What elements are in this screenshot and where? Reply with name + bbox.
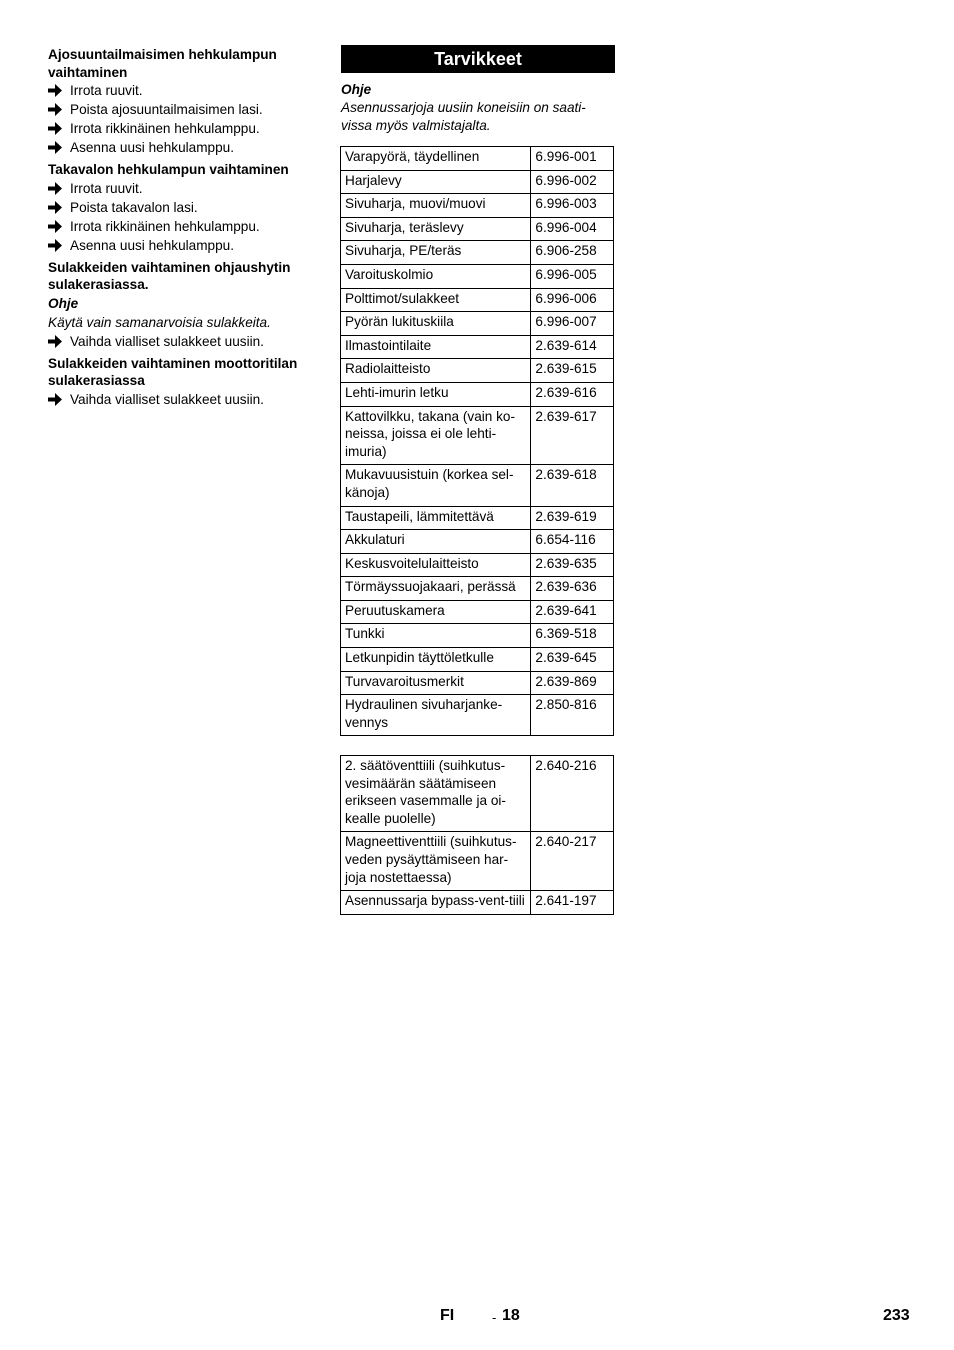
- step-text: Asenna uusi hehkulamppu.: [70, 140, 234, 155]
- arrow-right-icon: [48, 122, 62, 135]
- section-title: Tarvikkeet: [341, 45, 615, 73]
- table-row: [341, 406, 614, 465]
- order-number-cell: 2.850-816: [531, 695, 614, 736]
- order-number-cell: 2.639-635: [531, 553, 614, 577]
- table-row: [341, 312, 614, 336]
- accessory-name-cell: Harjalevy: [341, 170, 531, 194]
- table-row: [341, 600, 614, 624]
- section-heading: Takavalon hehkulampun vaihtaminen: [48, 162, 289, 177]
- order-number-cell: 2.639-614: [531, 335, 614, 359]
- order-number-cell: 6.996-002: [531, 170, 614, 194]
- order-number-cell: 2.639-636: [531, 577, 614, 601]
- accessory-name-cell: Ilmastointilaite: [341, 335, 531, 359]
- accessory-name-cell: Keskusvoitelulaitteisto: [341, 553, 531, 577]
- order-number-cell: 2.640-216: [531, 756, 614, 832]
- accessory-name-cell: Kattovilkku, takana (vain ko-neissa, joissa ei ole lehti-imuria): [341, 406, 531, 465]
- accessory-name-cell: Sivuharja, muovi/muovi: [341, 194, 531, 218]
- order-number-cell: 6.996-004: [531, 217, 614, 241]
- instruction-step: [48, 332, 320, 351]
- table-row: [341, 695, 614, 736]
- note-label: Ohje: [341, 82, 372, 97]
- step-text: Irrota rikkinäinen hehkulamppu.: [70, 121, 260, 136]
- accessory-name-cell: Varoituskolmio: [341, 264, 531, 288]
- accessory-name-cell: Letkunpidin täyttöletkulle: [341, 648, 531, 672]
- instruction-step: [48, 390, 320, 409]
- accessory-name-cell: Tunkki: [341, 624, 531, 648]
- step-text: Vaihda vialliset sulakkeet uusiin.: [70, 391, 264, 407]
- table-row: [341, 577, 614, 601]
- arrow-right-icon: [48, 182, 62, 195]
- step-text: Poista ajosuuntailmaisimen lasi.: [70, 102, 263, 117]
- table-row: [341, 194, 614, 218]
- arrow-right-icon: [48, 220, 62, 233]
- accessory-name-cell: Akkulaturi: [341, 530, 531, 554]
- accessories-table: [340, 146, 614, 736]
- left-column: [48, 46, 320, 409]
- table-row: [341, 241, 614, 265]
- table-row: [341, 217, 614, 241]
- order-number-cell: 2.639-618: [531, 465, 614, 506]
- order-number-cell: 2.640-217: [531, 832, 614, 891]
- step-text: Irrota ruuvit.: [70, 180, 143, 196]
- arrow-right-icon: [48, 393, 62, 406]
- accessory-name-cell: Varapyörä, täydellinen: [341, 147, 531, 171]
- order-number-cell: 6.996-007: [531, 312, 614, 336]
- accessory-name-cell: Turvavaroitusmerkit: [341, 671, 531, 695]
- accessory-name-cell: 2. säätöventtiili (suihkutus-vesimäärän säätämiseen erikseen vasemmalle ja oi-kealle puolelle): [341, 756, 531, 832]
- table-row: [341, 832, 614, 891]
- instruction-step: [48, 217, 320, 236]
- table-row: [341, 288, 614, 312]
- instruction-step: [48, 236, 320, 255]
- table-row: [341, 465, 614, 506]
- step-text: Poista takavalon lasi.: [70, 199, 198, 215]
- order-number-cell: 6.996-006: [531, 288, 614, 312]
- order-number-cell: 6.996-003: [531, 194, 614, 218]
- table-row: [341, 756, 614, 832]
- accessory-name-cell: Peruutuskamera: [341, 600, 531, 624]
- section-heading: Ajosuuntailmaisimen hehkulampun vaihtaminen: [48, 47, 277, 80]
- order-number-cell: 6.996-005: [531, 264, 614, 288]
- table-row: [341, 359, 614, 383]
- accessory-name-cell: Hydraulinen sivuharjanke-vennys: [341, 695, 531, 736]
- instruction-step: [48, 100, 320, 119]
- footer-section-page: 18: [502, 1307, 520, 1324]
- accessory-name-cell: Pyörän lukituskiila: [341, 312, 531, 336]
- accessory-name-cell: Asennussarja bypass-vent-tiili: [341, 891, 531, 915]
- order-number-cell: 2.639-619: [531, 506, 614, 530]
- table-row: [341, 506, 614, 530]
- accessory-name-cell: Polttimot/sulakkeet: [341, 288, 531, 312]
- order-number-cell: 6.369-518: [531, 624, 614, 648]
- table-row: [341, 530, 614, 554]
- accessory-name-cell: Taustapeili, lämmitettävä: [341, 506, 531, 530]
- footer-dash: -: [492, 1310, 497, 1325]
- order-number-cell: 2.639-615: [531, 359, 614, 383]
- page-number: 233: [883, 1307, 910, 1324]
- note-label: Ohje: [48, 295, 79, 311]
- table-row: [341, 624, 614, 648]
- instruction-step: [48, 119, 320, 138]
- table-row: [341, 891, 614, 915]
- instruction-step: [48, 198, 320, 217]
- arrow-right-icon: [48, 84, 62, 97]
- step-text: Irrota rikkinäinen hehkulamppu.: [70, 218, 260, 234]
- arrow-right-icon: [48, 201, 62, 214]
- arrow-right-icon: [48, 239, 62, 252]
- table-row: [341, 382, 614, 406]
- accessory-name-cell: Sivuharja, PE/teräs: [341, 241, 531, 265]
- arrow-right-icon: [48, 335, 62, 348]
- order-number-cell: 2.639-869: [531, 671, 614, 695]
- accessory-name-cell: Magneettiventtiili (suihkutus-veden pysäyttämiseen har-joja nostettaessa): [341, 832, 531, 891]
- step-text: Irrota ruuvit.: [70, 83, 143, 98]
- instruction-step: [48, 81, 320, 100]
- table-row: [341, 671, 614, 695]
- order-number-cell: 6.906-258: [531, 241, 614, 265]
- accessory-name-cell: Lehti-imurin letku: [341, 382, 531, 406]
- table-row: [341, 553, 614, 577]
- accessory-name-cell: Törmäyssuojakaari, perässä: [341, 577, 531, 601]
- arrow-right-icon: [48, 141, 62, 154]
- right-column: [341, 45, 615, 135]
- table-row: [341, 264, 614, 288]
- arrow-right-icon: [48, 103, 62, 116]
- note-text: Asennussarjoja uusiin koneisiin on saati-vissa myös valmistajalta.: [341, 100, 586, 133]
- order-number-cell: 2.639-616: [531, 382, 614, 406]
- note-text: Käytä vain samanarvoisia sulakkeita.: [48, 314, 271, 330]
- step-text: Asenna uusi hehkulamppu.: [70, 237, 234, 253]
- instruction-step: [48, 179, 320, 198]
- table-row: [341, 147, 614, 171]
- accessory-name-cell: Sivuharja, teräslevy: [341, 217, 531, 241]
- accessories-extra-table: [340, 755, 614, 915]
- order-number-cell: 2.641-197: [531, 891, 614, 915]
- order-number-cell: 6.996-001: [531, 147, 614, 171]
- section-heading: Sulakkeiden vaihtaminen moottoritilan sulakerasiassa: [48, 355, 298, 388]
- order-number-cell: 2.639-641: [531, 600, 614, 624]
- table-row: [341, 335, 614, 359]
- accessory-name-cell: Radiolaitteisto: [341, 359, 531, 383]
- section-heading: Sulakkeiden vaihtaminen ohjaushytin sulakerasiassa.: [48, 259, 291, 292]
- footer-language: FI: [440, 1307, 455, 1324]
- step-text: Vaihda vialliset sulakkeet uusiin.: [70, 333, 264, 349]
- order-number-cell: 2.639-617: [531, 406, 614, 465]
- order-number-cell: 6.654-116: [531, 530, 614, 554]
- order-number-cell: 2.639-645: [531, 648, 614, 672]
- instruction-step: [48, 138, 320, 157]
- accessory-name-cell: Mukavuusistuin (korkea sel-känoja): [341, 465, 531, 506]
- table-row: [341, 648, 614, 672]
- table-row: [341, 170, 614, 194]
